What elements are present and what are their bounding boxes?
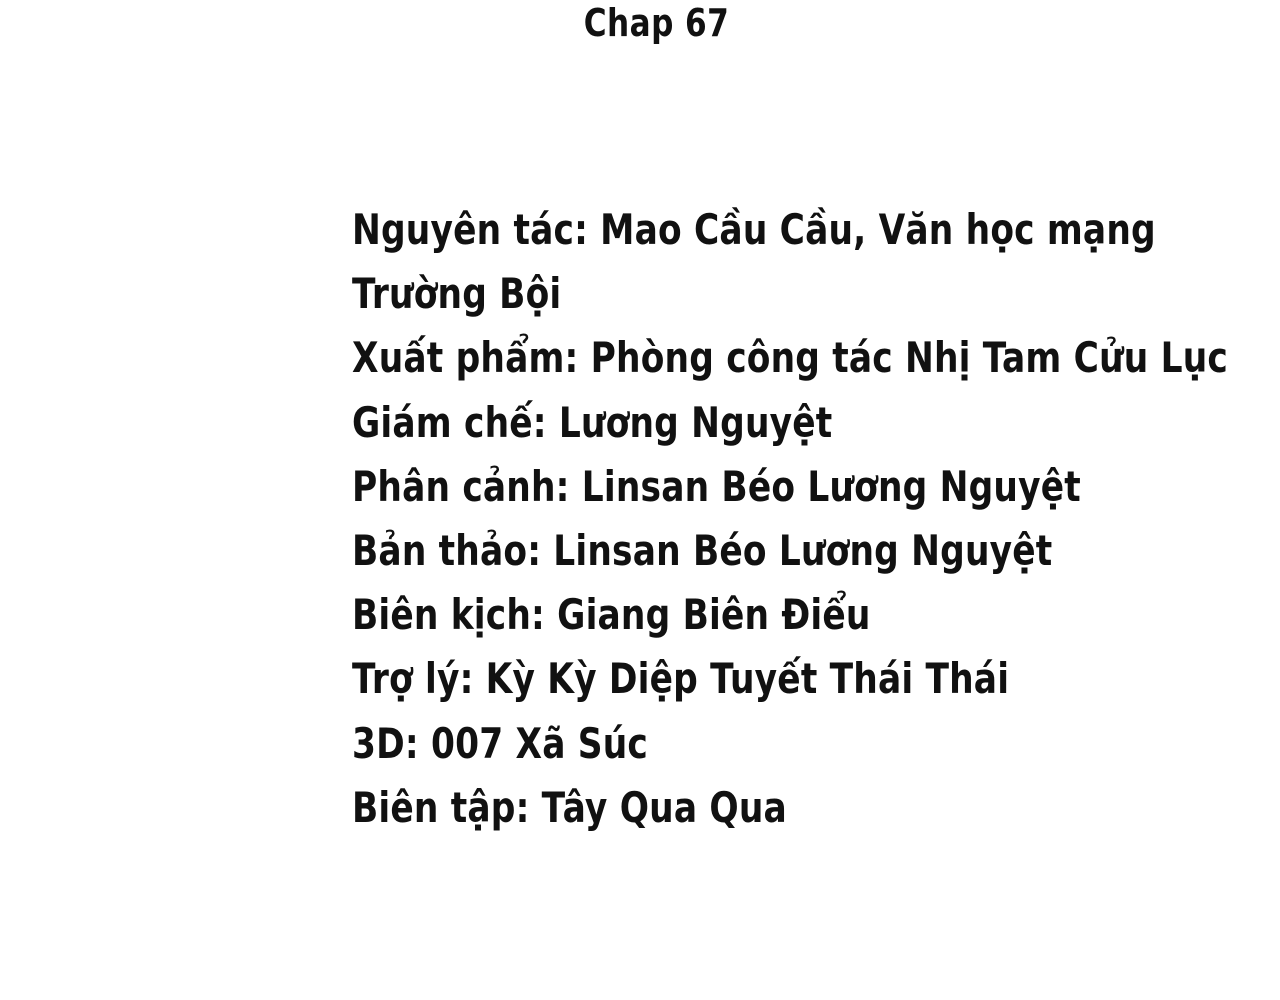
credit-3d: 3D: 007 Xã Súc [352, 718, 649, 768]
credit-producer: Xuất phẩm: Phòng công tác Nhị Tam Cửu Lục [352, 333, 1228, 383]
credit-assistant: Trợ lý: Kỳ Kỳ Diệp Tuyết Thái Thái [352, 654, 1010, 704]
credit-original-work: Nguyên tác: Mao Cầu Cầu, Văn học mạng [352, 205, 1156, 254]
chapter-title: Chap 67 [583, 1, 730, 45]
credit-storyboard: Phân cảnh: Linsan Béo Lương Nguyệt [352, 461, 1081, 511]
credit-editor: Biên tập: Tây Qua Qua [352, 782, 787, 832]
credit-draft: Bản thảo: Linsan Béo Lương Nguyệt [352, 526, 1053, 576]
credit-screenwriter: Biên kịch: Giang Biên Điểu [352, 590, 871, 640]
credit-supervisor: Giám chế: Lương Nguyệt [352, 397, 833, 447]
credit-original-work-continued: Trường Bội [352, 269, 562, 319]
credits-list [352, 198, 1228, 840]
